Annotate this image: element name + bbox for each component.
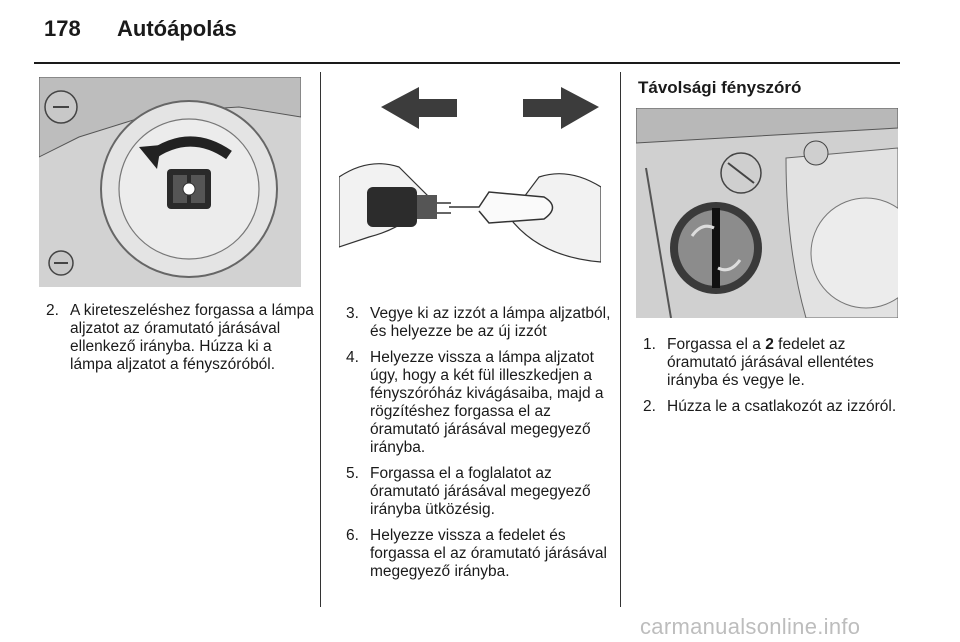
list-item (346, 305, 614, 341)
list-item (46, 302, 316, 374)
cover-reference-number: 2 (765, 336, 774, 353)
list-item (643, 398, 913, 416)
step-number: 6. (346, 527, 359, 544)
step-text-part: fedelet az óramutató járásával ellentétes irányba és vegye le. (667, 336, 874, 389)
step-text: Helyezze vissza a fedelet és forgassa el az óramutató járásával megegyező irányba. (370, 527, 607, 580)
step-number: 3. (346, 305, 359, 322)
list-item (643, 336, 913, 390)
figure-bulb-replacement-illustration (339, 77, 601, 287)
figure-lamp-socket-illustration (39, 77, 301, 287)
column2-step-list (346, 305, 614, 589)
step-number: 2. (46, 302, 59, 319)
step-number: 4. (346, 349, 359, 366)
step-number: 1. (643, 336, 656, 353)
high-beam-cover-illustration-svg (636, 108, 898, 318)
list-item (346, 527, 614, 581)
figure-high-beam-cover-illustration (636, 108, 898, 318)
bulb-replacement-illustration-svg (339, 77, 601, 287)
column1-step-list (46, 302, 316, 382)
watermark: carmanualsonline.info (640, 614, 861, 639)
list-item (346, 349, 614, 457)
step-number: 2. (643, 398, 656, 415)
step-text: Vegye ki az izzót a lámpa aljzatból, és helyezze be az új izzót (370, 305, 611, 340)
step-text (667, 336, 874, 389)
step-text-part: Forgassa el a (667, 336, 766, 353)
page-number: 178 (44, 16, 81, 41)
step-text: Forgassa el a foglalatot az óramutató járásával megegyező irányba ütközésig. (370, 465, 591, 518)
column-divider (320, 72, 321, 607)
step-number: 5. (346, 465, 359, 482)
column-divider (620, 72, 621, 607)
header-divider (34, 62, 900, 64)
step-text: Húzza le a csatlakozót az izzóról. (667, 398, 897, 415)
page-title: Autóápolás (117, 16, 237, 41)
list-item (346, 465, 614, 519)
step-text: A kireteszeléshez forgassa a lámpa aljzatot az óramutató járásával ellenkező irányba. Húzza ki a lámpa aljzatot a fényszóróból. (70, 302, 314, 373)
column3-step-list (643, 336, 913, 424)
lamp-socket-illustration-svg (39, 77, 301, 287)
step-text: Helyezze vissza a lámpa aljzatot úgy, hogy a két fül illeszkedjen a fényszóróház kivágásaiba, majd a rögzítéshez forgassa el az óramutató járásával megegyező irányba. (370, 349, 604, 456)
section-heading: Távolsági fényszóró (638, 78, 802, 97)
